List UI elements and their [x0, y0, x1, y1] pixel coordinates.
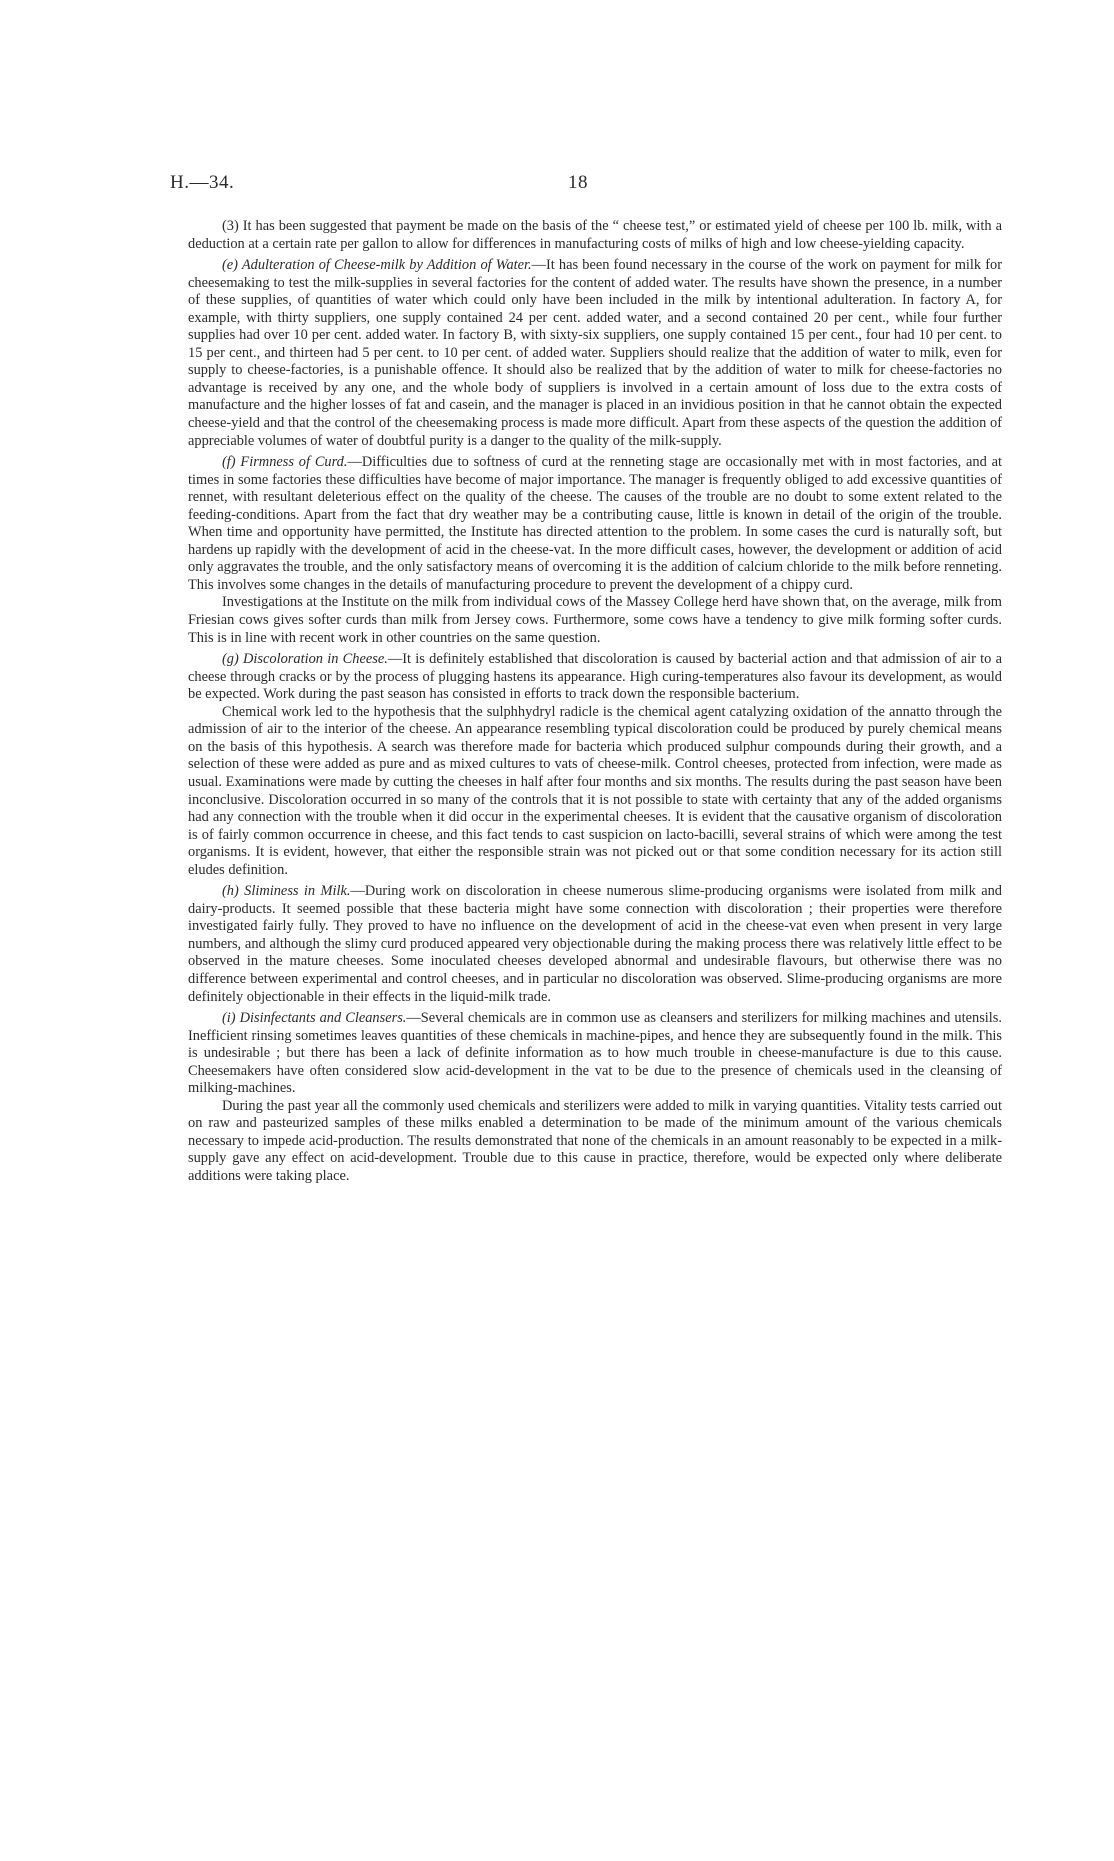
paragraph-text: —During work on discoloration in cheese numerous slime-producing organisms were isolated from milk and dairy-products. It seemed possible that these bacteria might have some connection with discoloration ; their properties were therefore investigated fairly fully. They proved to have no influence on the development of acid in the cheese-vat even when present in very large numbers, and although the slimy curd produced appeared very objectionable during the making process there was relatively little effect to be observed in the mature cheeses. Some inoculated cheeses developed abnormal and undesirable flavours, but otherwise there was no difference between experimental and control cheeses, and in particular no discoloration was observed. Slime-producing organisms are more definitely objectionable in their effects in the liquid-milk trade.	[188, 883, 1002, 1005]
paragraph-disinfectants	[188, 1010, 1002, 1098]
body-text	[188, 218, 1002, 1186]
paragraph-text: —It has been found necessary in the course of the work on payment for milk for cheesemaking to test the milk-supplies in several factories for the content of added water. The results have shown the presence, in a number of these supplies, of quantities of water which could only have been included in the milk by intentional adulteration. In factory A, for example, with thirty suppliers, one supply contained 24 per cent. added water, and a second contained 20 per cent., while four further supplies had over 10 per cent. added water. In factory B, with sixty-six suppliers, one supply contained 15 per cent., four had 10 per cent. to 15 per cent., and thirteen had 5 per cent. to 10 per cent. of added water. Suppliers should realize that the addition of water to milk, even for supply to cheese-factories, is a punishable offence. It should also be realized that by the addition of water to milk for cheese-factories no advantage is received by any one, and the whole body of suppliers is involved in a certain amount of loss due to the extra costs of manufacture and the higher losses of fat and casein, and the manager is placed in an invidious position in that he cannot obtain the expected cheese-yield and that the control of the cheesemaking process is made more difficult. Apart from these aspects of the question the addition of appreciable volumes of water of doubtful purity is a danger to the quality of the milk-supply.	[188, 257, 1002, 449]
section-heading-sliminess: (h) Sliminess in Milk.	[222, 883, 351, 900]
paragraph-chemical-work	[188, 704, 1002, 879]
paragraph-sliminess	[188, 883, 1002, 1006]
paragraph-past-year	[188, 1098, 1002, 1186]
paragraph-discoloration	[188, 651, 1002, 704]
page-number: 18	[568, 172, 588, 193]
paragraph-cheese-test	[188, 218, 1002, 253]
document-reference: H.—34.	[170, 172, 235, 193]
paragraph-text: —Several chemicals are in common use as cleansers and sterilizers for milking machines and utensils. Inefficient rinsing sometimes leaves quantities of these chemicals in machine-pipes, and hence they are subsequently found in the milk. This is undesirable ; but there has been a lack of definite information as to how much trouble in cheese-manufacture is due to this cause. Cheesemakers have often considered slow acid-development in the vat to be due to the presence of chemicals used in the cleansing of milking-machines.	[188, 1010, 1002, 1097]
paragraph-text: —It is definitely established that discoloration is caused by bacterial action and that admission of air to a cheese through cracks or by the process of plugging hastens its appearance. High curing-temperatures also favour its development, as would be expected. Work during the past season has consisted in efforts to track down the responsible bacterium.	[188, 651, 1003, 703]
paragraph-text: —Difficulties due to softness of curd at the renneting stage are occasionally met with in most factories, and at times in some factories these difficulties have become of major importance. The manager is frequently obliged to add excessive quantities of rennet, with resultant deleterious effect on the quality of the cheese. The causes of the trouble are no doubt to some extent related to the feeding-conditions. Apart from the fact that dry weather may be a contributing cause, little is known in detail of the origin of the trouble. When time and opportunity have permitted, the Institute has directed attention to the problem. In some cases the curd is naturally soft, but hardens up rapidly with the development of acid in the cheese-vat. In the more difficult cases, however, the development or addition of acid only aggravates the trouble, and the only satisfactory means of overcoming it is the addition of calcium chloride to the milk before renneting. This involves some changes in the details of manufacturing procedure to prevent the development of a chippy curd.	[188, 454, 1002, 593]
paragraph-investigations	[188, 594, 1002, 647]
section-heading-discoloration: (g) Discoloration in Cheese.	[222, 651, 388, 668]
paragraph-adulteration	[188, 257, 1002, 450]
section-heading-disinfectants: (i) Disinfectants and Cleansers.	[222, 1010, 407, 1027]
section-heading-firmness: (f) Firmness of Curd.	[222, 454, 348, 471]
page-header	[170, 172, 970, 196]
section-heading-adulteration: (e) Adulteration of Cheese-milk by Addition of Water.	[222, 257, 532, 274]
paragraph-text: Investigations at the Institute on the milk from individual cows of the Massey College herd have shown that, on the average, milk from Friesian cows gives softer curds than milk from Jersey cows. Furthermore, some cows have a tendency to give milk forming softer curds. This is in line with recent work in other countries on the same question.	[188, 594, 1002, 646]
paragraph-text: During the past year all the commonly used chemicals and sterilizers were added to milk in varying quantities. Vitality tests carried out on raw and pasteurized samples of these milks enabled a determination to be made of the minimum amount of the various chemicals necessary to impede acid-production. The results demonstrated that none of the chemicals in an amount reasonably to be expected in a milk-supply gave any effect on acid-development. Trouble due to this cause in practice, therefore, would be expected only where deliberate additions were taking place.	[188, 1097, 1002, 1184]
paragraph-firmness	[188, 454, 1002, 594]
paragraph-text: (3) It has been suggested that payment be made on the basis of the “ cheese test,” or estimated yield of cheese per 100 lb. milk, with a deduction at a certain rate per gallon to allow for differences in manufacturing costs of milks of high and low cheese-yielding capacity.	[188, 218, 1002, 252]
paragraph-text: Chemical work led to the hypothesis that the sulphhydryl radicle is the chemical agent catalyzing oxidation of the annatto through the admission of air to the interior of the cheese. An appearance resembling typical discoloration could be produced by purely chemical means on the basis of this hypothesis. A search was therefore made for bacteria which produced sulphur compounds during their growth, and a selection of these were added as pure and as mixed cultures to vats of cheese-milk. Control cheeses, protected from infection, were made as usual. Examinations were made by cutting the cheeses in half after four months and six months. The results during the past season have been inconclusive. Discoloration occurred in so many of the controls that it is not possible to state with certainty that any of the added organisms had any connection with the trouble when it did occur in the experimental cheeses. It is evident that the causative organism of discoloration is of fairly common occurrence in cheese, and this fact tends to cast suspicion on lacto-bacilli, several strains of which were among the test organisms. It is evident, however, that either the responsible strain was not picked out or that some condition necessary for its action still eludes definition.	[188, 703, 1002, 878]
